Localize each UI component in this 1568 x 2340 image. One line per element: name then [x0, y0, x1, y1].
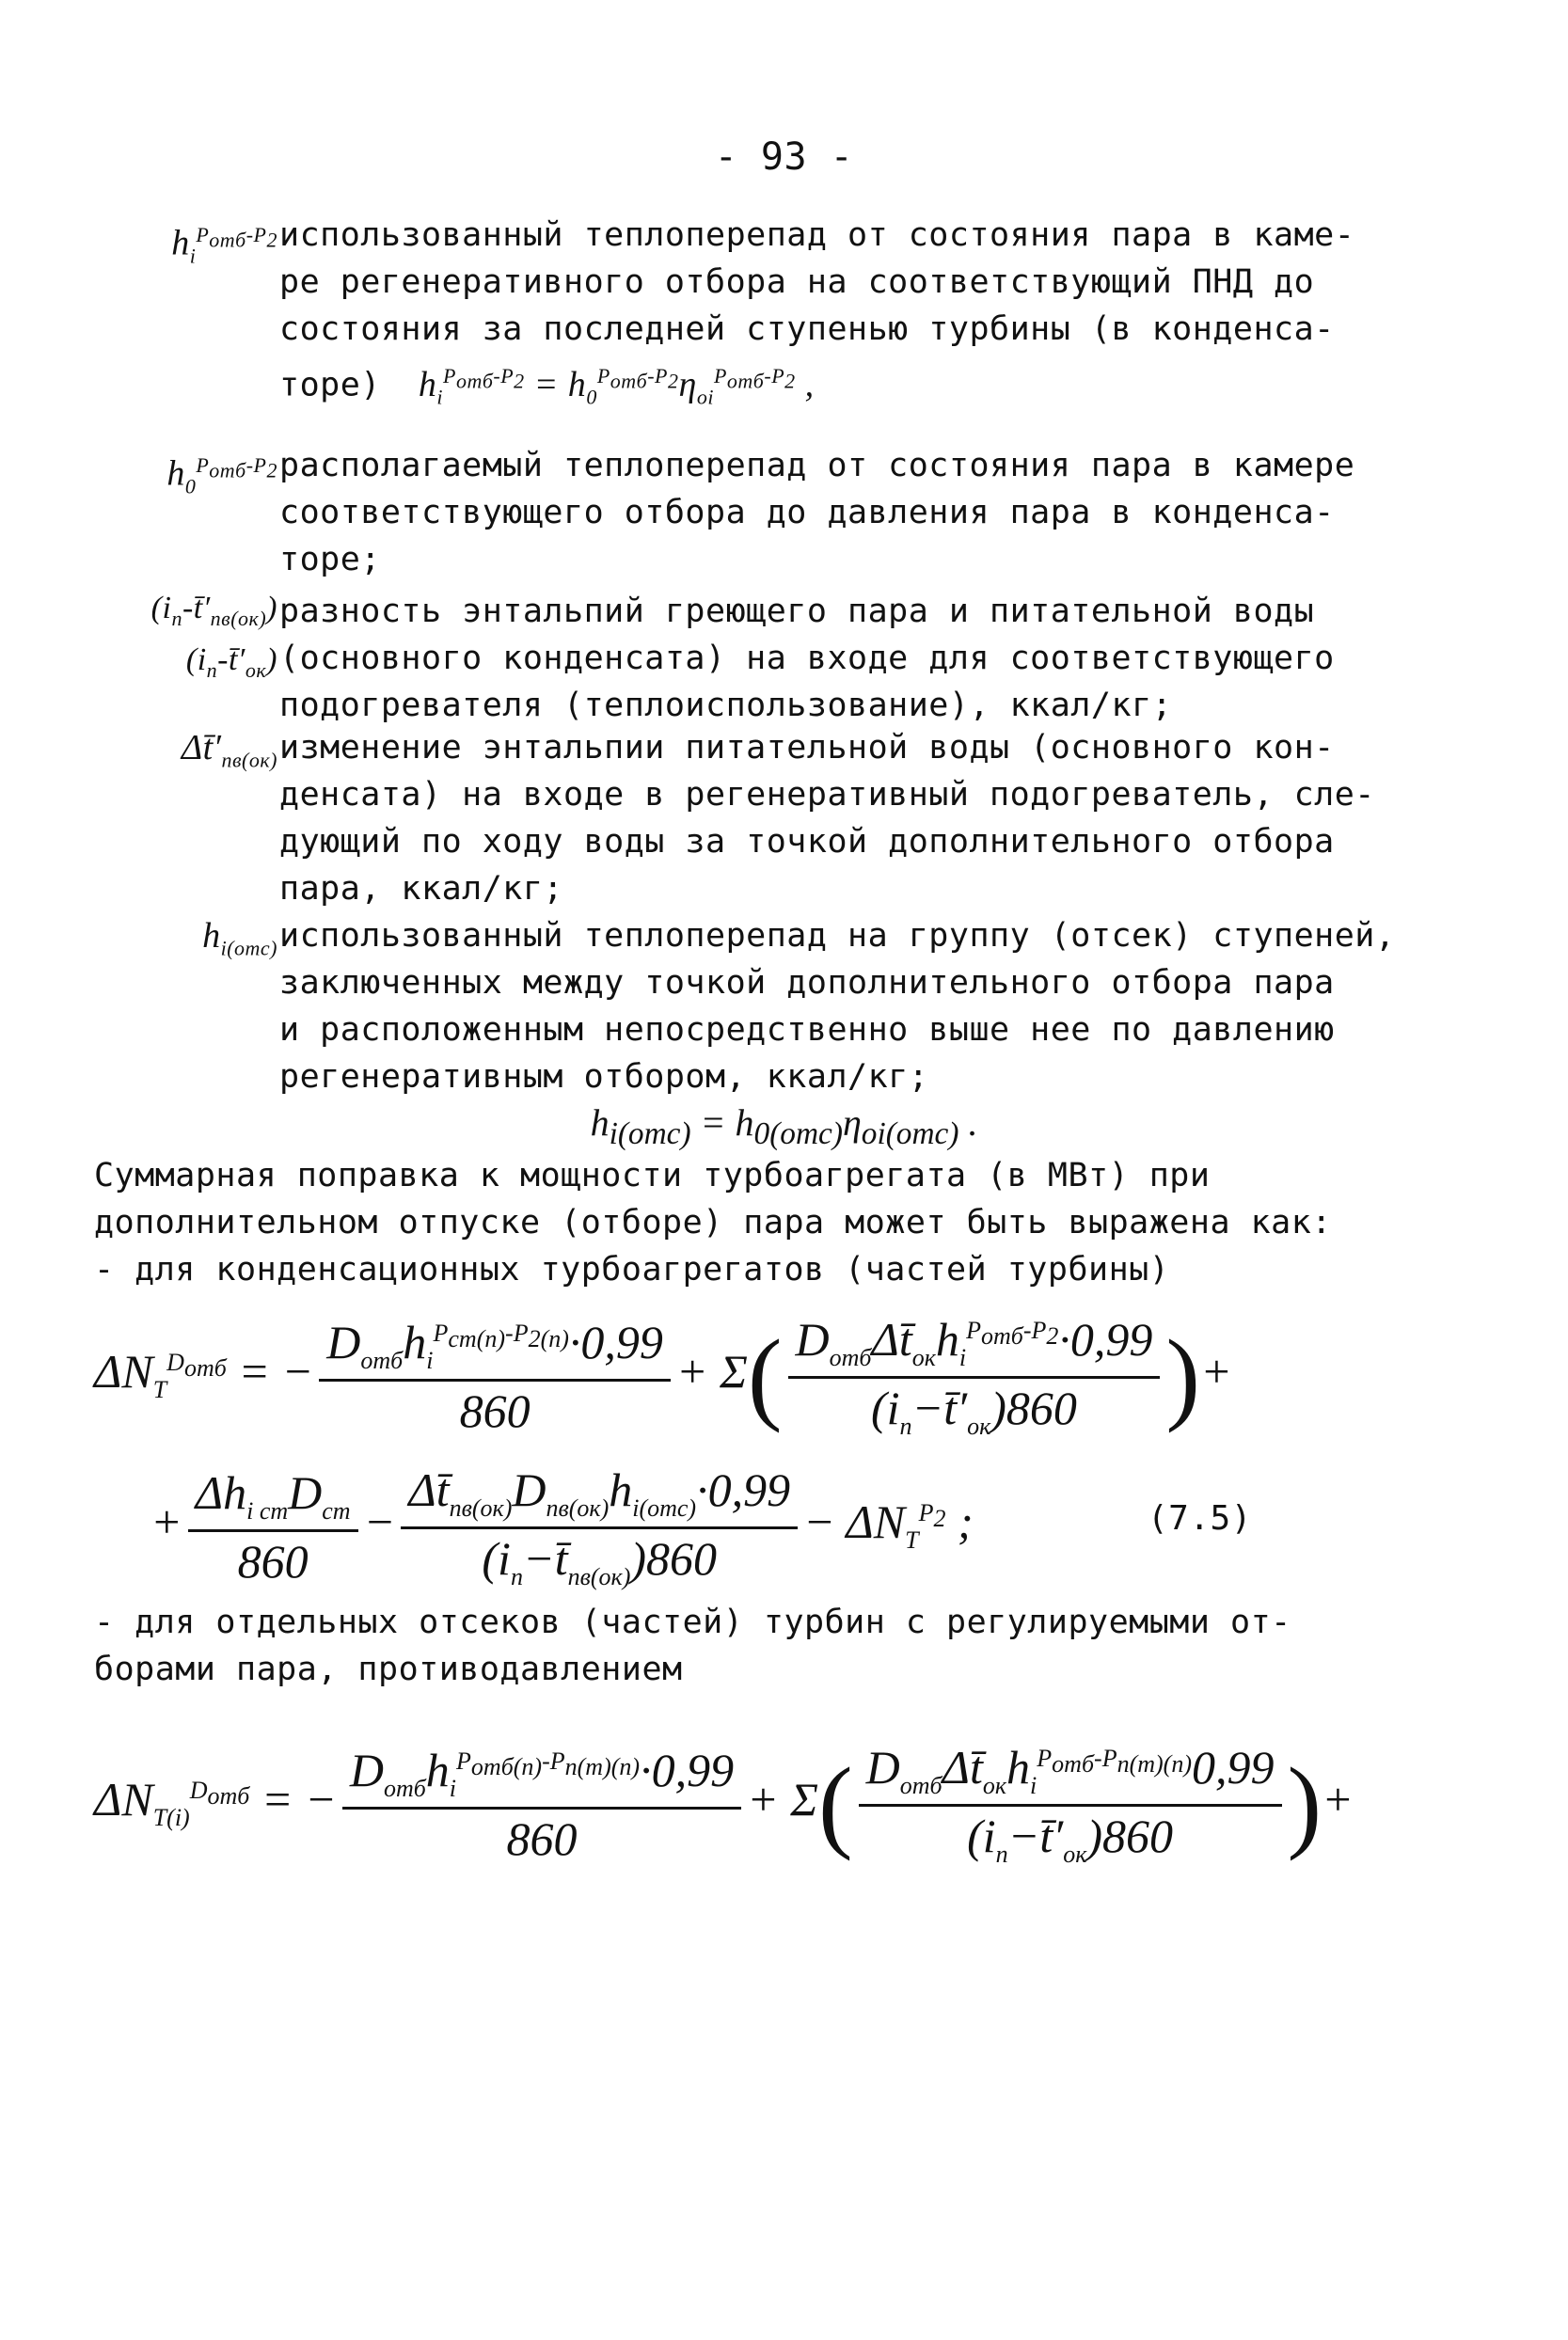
text-line: торе) $h_i^{P_{отб}-P_2} = h_0^{P_{отб}-P_2}\eta_{oi}^{P_{отб}-P_2}$ ,	[279, 364, 815, 409]
formula-lhs: $\Delta N_T^{D_{отб}}$ = −	[94, 1344, 314, 1403]
text-line: (основного конденсата) на входе для соответствующего	[279, 640, 1335, 677]
text-line: дующий по ходу воды за точкой дополнительного отбора	[279, 823, 1335, 861]
inline-formula: $h_i^{P_{отб}-P_2} = h_0^{P_{отб}-P_2}\eta_{oi}^{P_{отб}-P_2}$ ,	[418, 364, 815, 409]
plus-sign: +	[1200, 1344, 1232, 1398]
fraction: $\frac{\Delta h_{i ст}D_{ст}}{860}$	[188, 1465, 358, 1589]
formula-sections: $\Delta N_{T(i)}^{D_{отб}}$ = − $\frac{D_{отб}h_i^{P_{отб(п)}-P_{п(т)(п)}}\cdot 0,99}{860}$ + Σ( $\frac{D_{отб}\Delta t̄_{ок}h_i^{P_{отб}-P_{п(т)(п)}}0,99}{(i_п-t̄'_{ок})860}$ )+	[94, 1741, 1354, 1868]
definition-symbol: $(i_п-t̄'_{пв(ок)})$ $(i_п-t̄'_{ок})$	[150, 591, 277, 682]
text-line: заключенных между точкой дополнительного отбора пара	[279, 964, 1335, 1002]
definition-text	[279, 724, 1375, 912]
definition-hi-otb	[66, 212, 1355, 409]
plus-sigma: + Σ	[675, 1344, 748, 1398]
text-line: и расположенным непосредственно выше нее по давлению	[279, 1011, 1335, 1049]
definition-text	[279, 912, 1396, 1100]
definition-hi-ots	[66, 912, 1396, 1110]
text-line: пара, ккал/кг;	[279, 870, 564, 908]
text-line: подогревателя (теплоиспользование), ккал/кг;	[279, 687, 1173, 724]
fraction: $\frac{D_{отб}h_i^{P_{ст(п)}-P_{2(п)}}\cdot 0,99}{860}$	[319, 1315, 671, 1438]
text-line: состояния за последней ступенью турбины (в конденса-	[279, 310, 1335, 348]
definition-symbol: $\Delta t̄'_{пв(ок)}$	[181, 728, 277, 772]
paragraph-sections	[94, 1599, 1291, 1693]
definition-text	[279, 212, 1355, 409]
text-line: разность энтальпий греющего пара и питательной воды	[279, 593, 1315, 630]
definition-text	[279, 588, 1335, 729]
text-line: - для конденсационных турбоагрегатов (частей турбины)	[94, 1251, 1170, 1289]
formula-lhs: $\Delta N_{T(i)}^{D_{отб}}$ = −	[94, 1772, 337, 1831]
fraction: $\frac{D_{отб}\Delta t̄_{ок}h_i^{P_{отб}-P_{п(т)(п)}}0,99}{(i_п-t̄'_{ок})860}$	[859, 1740, 1282, 1869]
definition-symbol: $h_0^{P_{отб}-P_2}$	[166, 453, 277, 498]
formula-7-5-line-2	[150, 1462, 974, 1591]
plus-sign: +	[150, 1494, 182, 1548]
text-line: регенеративным отбором, ккал/кг;	[279, 1058, 929, 1096]
summary-paragraph	[94, 1152, 1332, 1293]
plus-sign: +	[1322, 1772, 1354, 1826]
formula-tail: − $\Delta N_T^{P_2}$ ;	[803, 1494, 974, 1554]
definition-text	[279, 442, 1355, 583]
fraction: $\frac{D_{отб}\Delta t̄_{ок}h_i^{P_{отб}-P_2}\cdot 0,99}{(i_п-t̄'_{ок})860}$	[788, 1312, 1161, 1441]
text-line: дополнительном отпуске (отборе) пара может быть выражена как:	[94, 1204, 1332, 1241]
definition-symbol: $h_i^{P_{отб}-P_2}$	[171, 223, 277, 268]
definition-h0-otb	[66, 442, 1355, 593]
text-line: денсата) на входе в регенеративный подогреватель, сле-	[279, 776, 1375, 814]
text-line: изменение энтальпии питательной воды (основного кон-	[279, 729, 1335, 767]
text-line: соответствующего отбора до давления пара в конденса-	[279, 494, 1335, 531]
text-line: использованный теплоперепад на группу (отсек) ступеней,	[279, 917, 1396, 955]
fraction: $\frac{\Delta t̄_{пв(ок)}D_{пв(ок)}h_{i(отс)}\cdot 0,99}{(i_п-t̄_{пв(ок)})860}$	[401, 1462, 798, 1591]
text-line: борами пара, противодавлением	[94, 1651, 683, 1688]
text-line: располагаемый теплоперепад от состояния пара в камере	[279, 447, 1355, 484]
definition-enthalpy-diff	[66, 588, 1335, 738]
definition-delta-t	[66, 724, 1375, 922]
fraction: $\frac{D_{отб}h_i^{P_{отб(п)}-P_{п(т)(п)}}\cdot 0,99}{860}$	[342, 1743, 741, 1866]
text-line: ре регенеративного отбора на соответствующий ПНД до	[279, 263, 1315, 301]
text-line: Суммарная поправка к мощности турбоагрегата (в МВт) при	[94, 1157, 1211, 1194]
plus-sigma: + Σ	[747, 1772, 819, 1826]
text-line: использованный теплоперепад от состояния пара в каме-	[279, 216, 1355, 254]
text-line: торе;	[279, 541, 381, 578]
equation-number: (7.5)	[1148, 1499, 1252, 1538]
text-line: - для отдельных отсеков (частей) турбин с регулируемыми от-	[94, 1604, 1291, 1641]
formula-7-5-line-1: $\Delta N_T^{D_{отб}}$ = − $\frac{D_{отб}h_i^{P_{ст(п)}-P_{2(п)}}\cdot 0,99}{860}$ + Σ( $\frac{D_{отб}\Delta t̄_{ок}h_i^{P_{отб}-P_2}\cdot 0,99}{(i_п-t̄'_{ок})860}$ )+	[94, 1313, 1232, 1440]
centered-formula: $h_{i(отс)} = h_{0(отс)}\eta_{oi(отс)}$ .	[590, 1101, 978, 1151]
page-number: - 93 -	[714, 135, 854, 179]
minus-sign: −	[363, 1494, 396, 1548]
definition-symbol: $h_{i(отс)}$	[202, 916, 277, 960]
